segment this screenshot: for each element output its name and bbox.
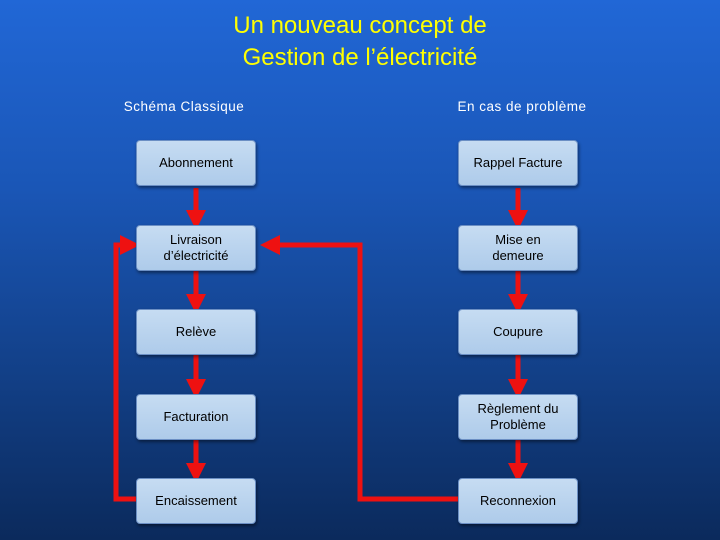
box-mise-en-demeure	[458, 225, 578, 271]
box-label: Reconnexion	[480, 493, 556, 508]
box-label-2: Problème	[490, 417, 546, 432]
box-label-2: d’électricité	[163, 248, 229, 263]
box-encaissement	[136, 478, 256, 524]
loop-arrow-reconnexion-to-livraison	[269, 245, 458, 499]
box-rappel-facture	[458, 140, 578, 186]
box-label-2: demeure	[492, 248, 544, 263]
box-label: Encaissement	[155, 493, 237, 508]
right-column-heading: En cas de problème	[457, 99, 587, 114]
box-facturation	[136, 394, 256, 440]
box-label: Facturation	[163, 409, 229, 424]
title-line-2: Gestion de l’électricité	[242, 44, 478, 71]
box-label: Rappel Facture	[473, 155, 563, 170]
box-label: Coupure	[493, 324, 543, 339]
box-releve	[136, 309, 256, 355]
box-label: Relève	[175, 324, 217, 339]
box-label: Abonnement	[159, 155, 233, 170]
box-coupure	[458, 309, 578, 355]
box-reconnexion	[458, 478, 578, 524]
box-livraison	[136, 225, 256, 271]
loop-arrow-encaissement-to-livraison	[116, 245, 136, 499]
box-label: Livraison	[169, 232, 223, 247]
title-line-1: Un nouveau concept de	[233, 12, 487, 39]
left-column-heading: Schéma Classique	[123, 99, 245, 114]
box-label: Règlement du	[477, 401, 559, 416]
box-label: Mise en	[495, 232, 541, 247]
box-abonnement	[136, 140, 256, 186]
box-reglement	[458, 394, 578, 440]
